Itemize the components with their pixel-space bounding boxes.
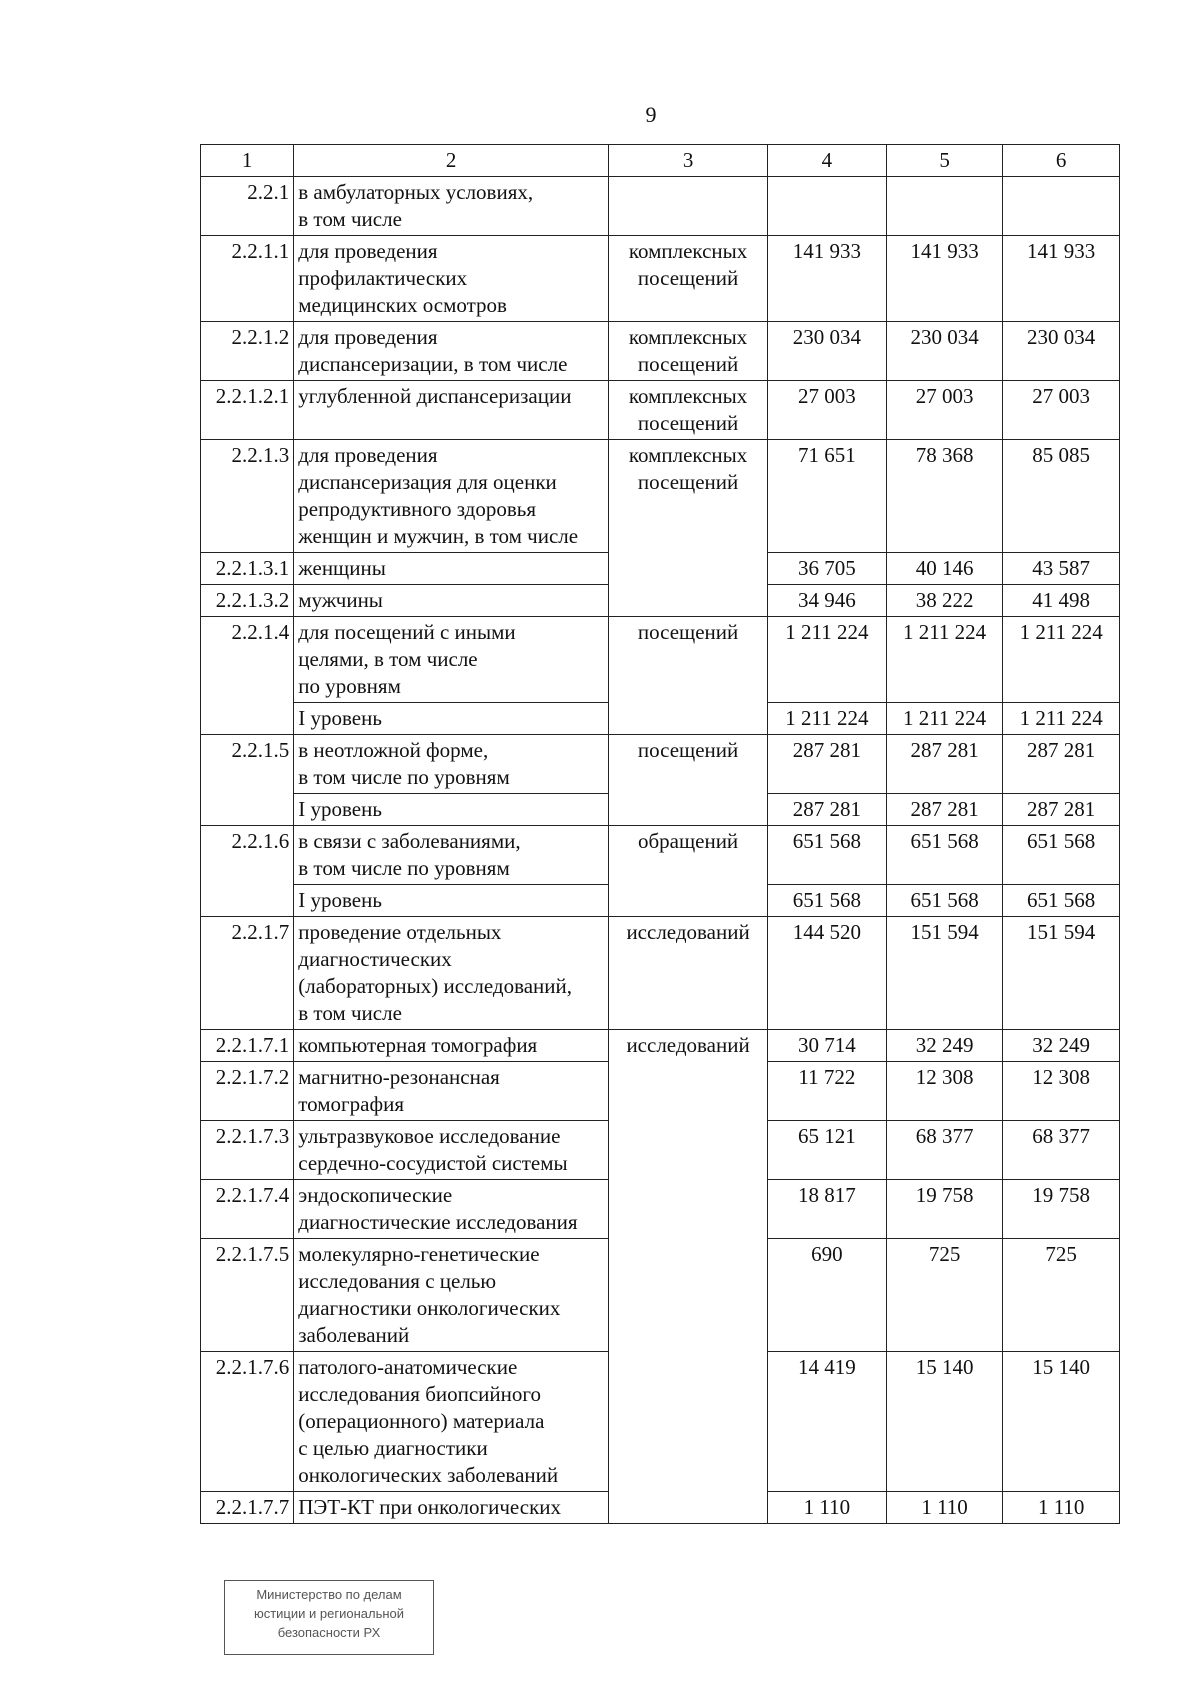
row-value-5: 78 368 xyxy=(886,440,1003,553)
row-name: патолого-анатомические исследования биопсийного (операционного) материала с целью диагностики онкологических заболеваний xyxy=(294,1352,609,1492)
row-value-5: 1 211 224 xyxy=(886,703,1003,735)
row-value-6: 1 211 224 xyxy=(1003,703,1120,735)
row-value-6: 651 568 xyxy=(1003,826,1120,885)
row-name: углубленной диспансеризации xyxy=(294,381,609,440)
row-value-5: 141 933 xyxy=(886,236,1003,322)
row-name: ПЭТ-КТ при онкологических xyxy=(294,1492,609,1524)
ministry-stamp xyxy=(224,1580,434,1655)
row-name: в амбулаторных условиях, в том числе xyxy=(294,177,609,236)
table-row xyxy=(201,826,1120,885)
row-code: 2.2.1.3.1 xyxy=(201,553,294,585)
row-value-6: 43 587 xyxy=(1003,553,1120,585)
row-code: 2.2.1.5 xyxy=(201,735,294,826)
header-cell: 2 xyxy=(294,145,609,177)
row-value-4: 36 705 xyxy=(768,553,887,585)
page-number: 9 xyxy=(645,102,657,127)
row-unit: комплексных посещений xyxy=(609,440,768,617)
row-value-5: 151 594 xyxy=(886,917,1003,1030)
row-name: женщины xyxy=(294,553,609,585)
row-value-6: 230 034 xyxy=(1003,322,1120,381)
header-cell: 1 xyxy=(201,145,294,177)
row-value-5: 27 003 xyxy=(886,381,1003,440)
row-name: ультразвуковое исследование сердечно-сосудистой системы xyxy=(294,1121,609,1180)
row-value-6: 141 933 xyxy=(1003,236,1120,322)
row-unit: комплексных посещений xyxy=(609,381,768,440)
table-row xyxy=(201,381,1120,440)
row-value-6: 151 594 xyxy=(1003,917,1120,1030)
row-value-4: 141 933 xyxy=(768,236,887,322)
header-cell: 3 xyxy=(609,145,768,177)
row-unit: исследований xyxy=(609,1030,768,1524)
row-name: молекулярно-генетические исследования с целью диагностики онкологических заболеваний xyxy=(294,1239,609,1352)
row-value-6: 15 140 xyxy=(1003,1352,1120,1492)
row-value-4: 230 034 xyxy=(768,322,887,381)
row-value-4: 65 121 xyxy=(768,1121,887,1180)
row-value-6: 85 085 xyxy=(1003,440,1120,553)
row-unit: комплексных посещений xyxy=(609,236,768,322)
row-value-4: 144 520 xyxy=(768,917,887,1030)
table-row xyxy=(201,440,1120,553)
header-cell: 6 xyxy=(1003,145,1120,177)
row-unit: посещений xyxy=(609,735,768,826)
row-value-4: 11 722 xyxy=(768,1062,887,1121)
row-value-5: 725 xyxy=(886,1239,1003,1352)
row-value-4: 18 817 xyxy=(768,1180,887,1239)
row-unit xyxy=(609,177,768,236)
row-value-5: 1 110 xyxy=(886,1492,1003,1524)
row-code: 2.2.1.7.3 xyxy=(201,1121,294,1180)
row-name: мужчины xyxy=(294,585,609,617)
row-name: проведение отдельных диагностических (лабораторных) исследований, в том числе xyxy=(294,917,609,1030)
table-row xyxy=(201,322,1120,381)
row-unit: исследований xyxy=(609,917,768,1030)
row-value-6: 27 003 xyxy=(1003,381,1120,440)
row-value-5: 287 281 xyxy=(886,735,1003,794)
row-name: в связи с заболеваниями, в том числе по уровням xyxy=(294,826,609,885)
row-value-6 xyxy=(1003,177,1120,236)
row-name: I уровень xyxy=(294,703,609,735)
row-name: I уровень xyxy=(294,794,609,826)
row-code: 2.2.1.4 xyxy=(201,617,294,735)
row-unit: комплексных посещений xyxy=(609,322,768,381)
row-value-5: 12 308 xyxy=(886,1062,1003,1121)
row-code: 2.2.1.7.1 xyxy=(201,1030,294,1062)
row-value-6: 32 249 xyxy=(1003,1030,1120,1062)
row-value-6: 651 568 xyxy=(1003,885,1120,917)
row-value-4: 27 003 xyxy=(768,381,887,440)
row-name: I уровень xyxy=(294,885,609,917)
row-code: 2.2.1.1 xyxy=(201,236,294,322)
row-name: в неотложной форме, в том числе по уровням xyxy=(294,735,609,794)
row-value-5: 1 211 224 xyxy=(886,617,1003,703)
row-value-4: 1 211 224 xyxy=(768,703,887,735)
row-code: 2.2.1.7.5 xyxy=(201,1239,294,1352)
row-value-5: 651 568 xyxy=(886,826,1003,885)
row-name: эндоскопические диагностические исследования xyxy=(294,1180,609,1239)
row-value-5: 38 222 xyxy=(886,585,1003,617)
row-value-4: 71 651 xyxy=(768,440,887,553)
row-value-4 xyxy=(768,177,887,236)
row-code: 2.2.1 xyxy=(201,177,294,236)
row-value-5: 651 568 xyxy=(886,885,1003,917)
row-value-5: 230 034 xyxy=(886,322,1003,381)
row-name: магнитно-резонансная томография xyxy=(294,1062,609,1121)
row-value-5 xyxy=(886,177,1003,236)
row-value-5: 32 249 xyxy=(886,1030,1003,1062)
stamp-line: юстиции и региональной xyxy=(253,1606,405,1621)
row-name: для посещений с иными целями, в том числе по уровням xyxy=(294,617,609,703)
row-value-4: 690 xyxy=(768,1239,887,1352)
row-unit: посещений xyxy=(609,617,768,735)
header-cell: 4 xyxy=(768,145,887,177)
row-value-4: 287 281 xyxy=(768,735,887,794)
row-code: 2.2.1.7.2 xyxy=(201,1062,294,1121)
row-value-5: 40 146 xyxy=(886,553,1003,585)
row-value-5: 287 281 xyxy=(886,794,1003,826)
stamp-line: безопасности РХ xyxy=(277,1625,381,1640)
row-value-6: 68 377 xyxy=(1003,1121,1120,1180)
header-cell: 5 xyxy=(886,145,1003,177)
stamp-line: Министерство по делам xyxy=(256,1587,402,1602)
table-row xyxy=(201,177,1120,236)
table-row xyxy=(201,735,1120,794)
row-value-6: 1 110 xyxy=(1003,1492,1120,1524)
row-name: для проведения диспансеризация для оценки репродуктивного здоровья женщин и мужчин, в том числе xyxy=(294,440,609,553)
row-value-6: 19 758 xyxy=(1003,1180,1120,1239)
data-table xyxy=(200,144,1120,1524)
row-value-4: 651 568 xyxy=(768,826,887,885)
row-value-6: 12 308 xyxy=(1003,1062,1120,1121)
row-name: компьютерная томография xyxy=(294,1030,609,1062)
row-value-4: 30 714 xyxy=(768,1030,887,1062)
row-code: 2.2.1.3 xyxy=(201,440,294,553)
row-code: 2.2.1.6 xyxy=(201,826,294,917)
table-row xyxy=(201,617,1120,703)
row-code: 2.2.1.2.1 xyxy=(201,381,294,440)
row-value-6: 1 211 224 xyxy=(1003,617,1120,703)
table-header-row xyxy=(201,145,1120,177)
row-value-5: 19 758 xyxy=(886,1180,1003,1239)
row-code: 2.2.1.3.2 xyxy=(201,585,294,617)
row-code: 2.2.1.7 xyxy=(201,917,294,1030)
row-value-4: 1 110 xyxy=(768,1492,887,1524)
row-value-5: 68 377 xyxy=(886,1121,1003,1180)
row-value-4: 1 211 224 xyxy=(768,617,887,703)
table-row xyxy=(201,236,1120,322)
row-value-6: 41 498 xyxy=(1003,585,1120,617)
row-name: для проведения профилактических медицинских осмотров xyxy=(294,236,609,322)
row-code: 2.2.1.7.4 xyxy=(201,1180,294,1239)
row-value-4: 651 568 xyxy=(768,885,887,917)
row-value-4: 14 419 xyxy=(768,1352,887,1492)
row-value-6: 287 281 xyxy=(1003,735,1120,794)
row-value-6: 725 xyxy=(1003,1239,1120,1352)
row-name: для проведения диспансеризации, в том числе xyxy=(294,322,609,381)
row-code: 2.2.1.7.7 xyxy=(201,1492,294,1524)
row-value-5: 15 140 xyxy=(886,1352,1003,1492)
row-code: 2.2.1.2 xyxy=(201,322,294,381)
table-row xyxy=(201,1030,1120,1062)
row-value-6: 287 281 xyxy=(1003,794,1120,826)
row-code: 2.2.1.7.6 xyxy=(201,1352,294,1492)
row-value-4: 287 281 xyxy=(768,794,887,826)
row-unit: обращений xyxy=(609,826,768,917)
row-value-4: 34 946 xyxy=(768,585,887,617)
table-row xyxy=(201,917,1120,1030)
